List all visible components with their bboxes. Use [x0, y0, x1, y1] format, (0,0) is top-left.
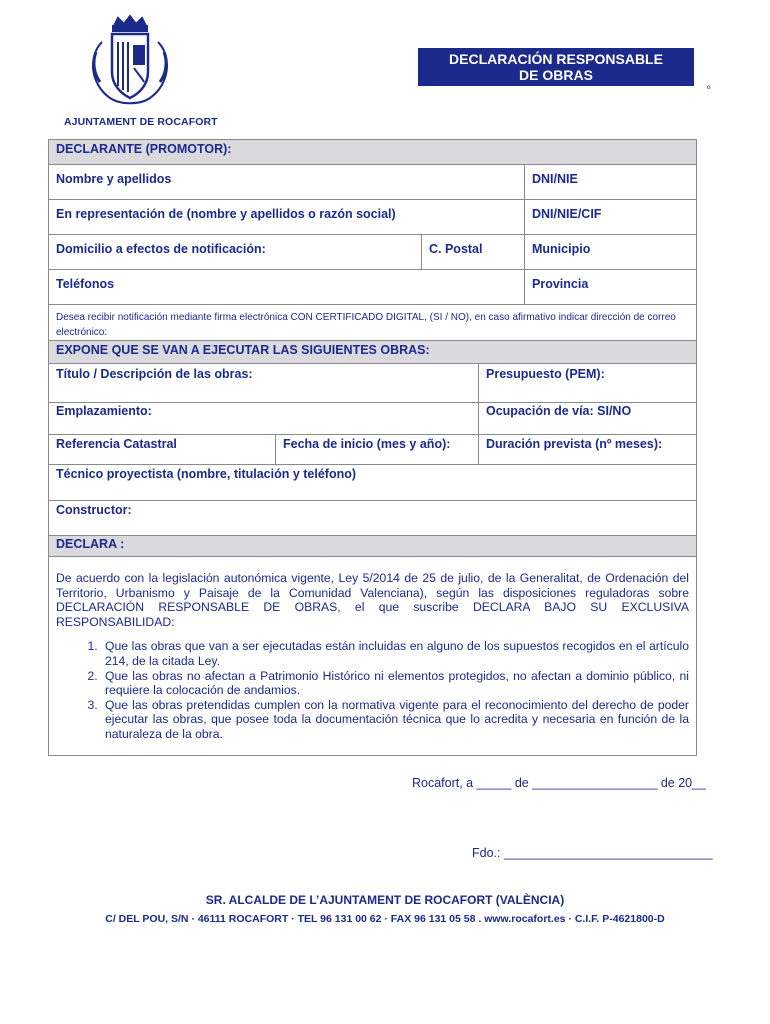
- notificacion-field[interactable]: [49, 305, 698, 340]
- presupuesto-field[interactable]: [478, 364, 698, 402]
- section-declarante-title: DECLARANTE (PROMOTOR):: [56, 142, 232, 156]
- row-representacion: [49, 200, 696, 235]
- row-emplazamiento: [49, 403, 696, 435]
- telefonos-label: Teléfonos: [56, 277, 115, 291]
- provincia-field[interactable]: [524, 270, 698, 304]
- title-line-2: DE OBRAS: [519, 67, 593, 83]
- fecha-inicio-field[interactable]: [275, 435, 478, 464]
- nombre-label: Nombre y apellidos: [56, 172, 172, 186]
- section-expone-title: EXPONE QUE SE VAN A EJECUTAR LAS SIGUIENTES OBRAS:: [56, 343, 430, 357]
- section-expone: [49, 341, 696, 364]
- tecnico-label: Técnico proyectista (nombre, titulación y teléfono): [56, 467, 357, 481]
- dni-label: DNI/NIE: [532, 172, 578, 186]
- declara-item-1: 1. Que las obras que van a ser ejecutadas están incluidas en alguno de los supuestos recogidos en el artículo 214, de la citada Ley.: [101, 639, 689, 668]
- titulo-field[interactable]: [49, 364, 478, 402]
- signature-line: Fdo.: ______________________________: [472, 846, 713, 860]
- row-domicilio: [49, 235, 696, 270]
- notificacion-text: Desea recibir notificación mediante firma electrónica CON CERTIFICADO DIGITAL, (SI / NO), en caso afirmativo indicar dirección de correo electrónico:: [56, 312, 676, 338]
- ocupacion-label: Ocupación de vía: SI/NO: [486, 404, 632, 418]
- section-declarante: [49, 140, 696, 165]
- emplazamiento-field[interactable]: [49, 403, 478, 434]
- row-telefonos: [49, 270, 696, 305]
- dni-field[interactable]: [524, 165, 698, 199]
- row-notificacion: [49, 305, 696, 341]
- titulo-label: Título / Descripción de las obras:: [56, 367, 253, 381]
- presupuesto-label: Presupuesto (PEM):: [486, 367, 605, 381]
- section-declara-title: DECLARA :: [56, 537, 125, 551]
- constructor-label: Constructor:: [56, 503, 132, 517]
- row-titulo: [49, 364, 696, 403]
- domicilio-field[interactable]: [49, 235, 421, 269]
- row-nombre: [49, 165, 696, 200]
- declaration-form: [48, 139, 697, 756]
- footer-contact: C/ DEL POU, S/N · 46111 ROCAFORT · TEL 96 131 00 62 · FAX 96 131 05 58 . www.rocafort.es · C.I.F. P-4621800-D: [105, 913, 665, 925]
- section-declara: [49, 536, 696, 557]
- representacion-field[interactable]: [49, 200, 524, 234]
- referencia-label: Referencia Catastral: [56, 437, 177, 451]
- fecha-inicio-label: Fecha de inicio (mes y año):: [283, 437, 451, 451]
- document-title: [418, 48, 694, 86]
- declara-list: [56, 639, 689, 741]
- row-constructor: [49, 501, 696, 536]
- municipio-label: Municipio: [532, 242, 591, 256]
- declara-intro: De acuerdo con la legislación autonómica vigente, Ley 5/2014 de 25 de julio, de la Generalitat, de Ordenación del Territorio, Urbanismo y Paisaje de la Comunidad Valenciana), según las disposiciones reguladoras sobre DECLARACIÓN RESPONSABLE DE OBRAS, el que suscribe DECLARA BAJO SU EXCLUSIVA RESPONSABILIDAD:: [56, 571, 689, 629]
- declara-body: [56, 571, 689, 742]
- duracion-field[interactable]: [478, 435, 698, 464]
- telefonos-field[interactable]: [49, 270, 524, 304]
- dni-cif-label: DNI/NIE/CIF: [532, 207, 602, 221]
- declara-body-area: [49, 557, 696, 755]
- page-mark: º: [707, 84, 711, 94]
- org-name: AJUNTAMENT DE ROCAFORT: [64, 116, 218, 128]
- declara-item-2: 2. Que las obras no afectan a Patrimonio Histórico ni elementos protegidos, no afectan a dominio público, ni requiere la colocación de andamios.: [101, 669, 689, 698]
- cpostal-field[interactable]: [421, 235, 524, 269]
- declara-item-3: 3. Que las obras pretendidas cumplen con la normativa vigente para el reconocimiento del derecho de poder ejecutar las obras, que posee toda la documentación técnica que lo acredita y necesaria en función de la naturaleza de la obra.: [101, 698, 689, 742]
- dni-cif-field[interactable]: [524, 200, 698, 234]
- footer-addressee: SR. ALCALDE DE L’AJUNTAMENT DE ROCAFORT (VALÈNCIA): [205, 893, 565, 907]
- rocafort-coat-of-arms-logo: [80, 12, 180, 112]
- provincia-label: Provincia: [532, 277, 589, 291]
- referencia-field[interactable]: [49, 435, 275, 464]
- nombre-field[interactable]: [49, 165, 524, 199]
- municipio-field[interactable]: [524, 235, 698, 269]
- duracion-label: Duración prevista (nº meses):: [486, 437, 663, 451]
- title-line-1: DECLARACIÓN RESPONSABLE: [449, 51, 663, 67]
- cpostal-label: C. Postal: [429, 242, 483, 256]
- row-tecnico: [49, 465, 696, 501]
- representacion-label: En representación de (nombre y apellidos o razón social): [56, 207, 396, 221]
- tecnico-field[interactable]: [49, 465, 698, 500]
- domicilio-label: Domicilio a efectos de notificación:: [56, 242, 266, 256]
- row-referencia: [49, 435, 696, 465]
- ocupacion-field[interactable]: [478, 403, 698, 434]
- constructor-field[interactable]: [49, 501, 698, 535]
- emplazamiento-label: Emplazamiento:: [56, 404, 152, 418]
- date-line: Rocafort, a _____ de __________________ de 20__: [412, 776, 707, 790]
